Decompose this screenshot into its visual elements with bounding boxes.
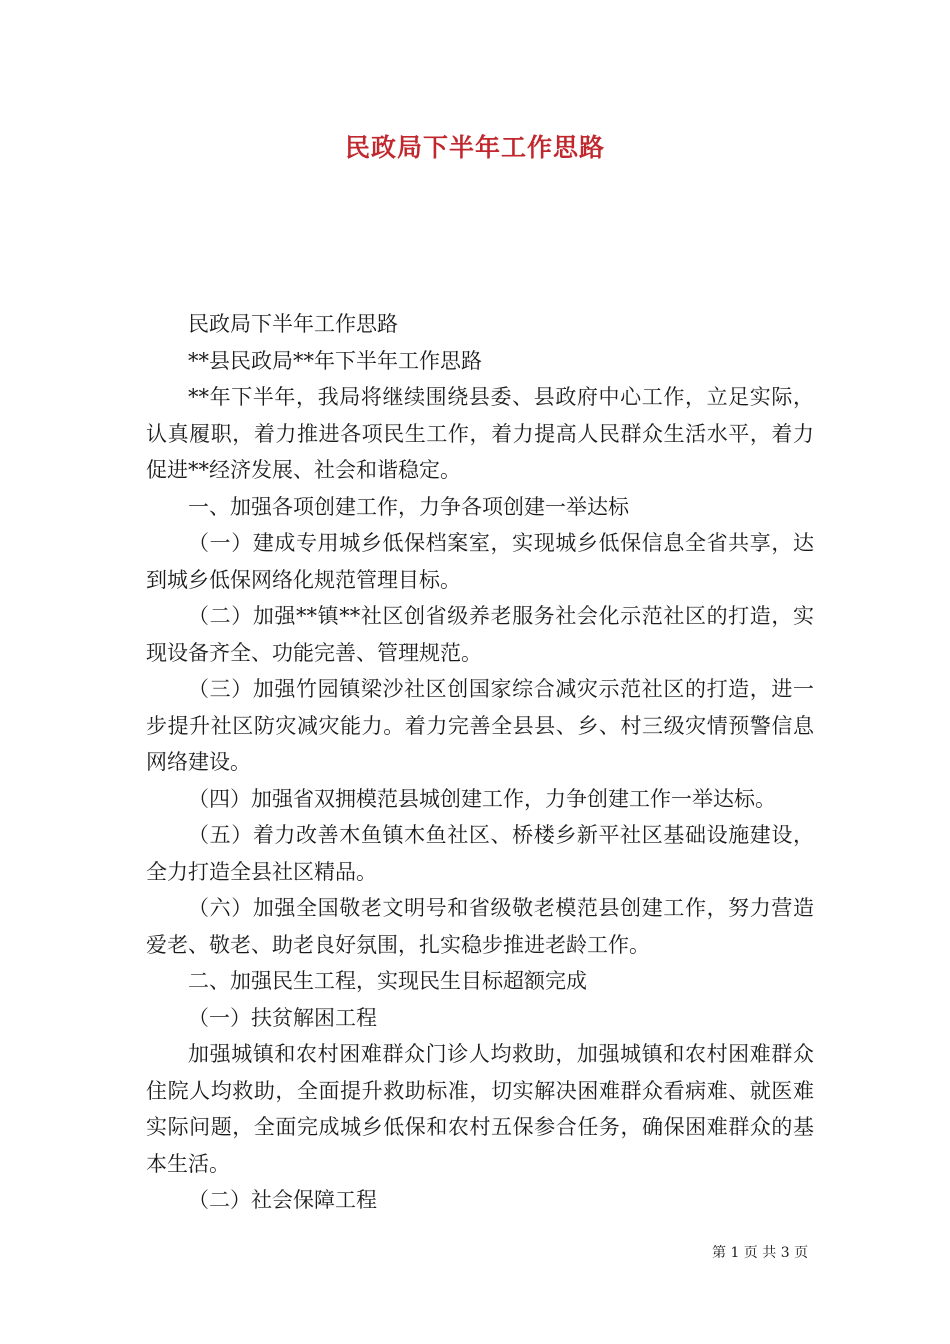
page-number: 第 1 页 共 3 页	[712, 1245, 809, 1261]
paragraph: （五）着力改善木鱼镇木鱼社区、桥楼乡新平社区基础设施建设，全力打造全县社区精品。	[146, 823, 814, 884]
paragraph: **县民政局**年下半年工作思路	[188, 348, 482, 373]
paragraph: （三）加强竹园镇梁沙社区创国家综合减灾示范社区的打造，进一步提升社区防灾减灾能力。着力完善全县县、乡、村三级灾情预警信息网络建设。	[146, 677, 814, 774]
subsection-heading: （二）社会保障工程	[188, 1188, 377, 1212]
paragraph: （四）加强省双拥模范县城创建工作，力争创建工作一举达标。	[188, 786, 776, 811]
section-heading: 二、加强民生工程，实现民生目标超额完成	[188, 969, 587, 993]
paragraph: （二）加强**镇**社区创省级养老服务社会化示范社区的打造，实现设备齐全、功能完善、管理规范。	[146, 604, 814, 665]
paragraph: （六）加强全国敬老文明号和省级敬老模范县创建工作，努力营造爱老、敬老、助老良好氛围，扎实稳步推进老龄工作。	[146, 896, 814, 957]
paragraph: 民政局下半年工作思路	[188, 312, 398, 336]
paragraph: **年下半年，我局将继续围绕县委、县政府中心工作，立足实际，认真履职，着力推进各项民生工作，着力提高人民群众生活水平，着力促进**经济发展、社会和谐稳定。	[146, 385, 814, 482]
subsection-heading: （一）扶贫解困工程	[188, 1005, 377, 1030]
paragraph: 加强城镇和农村困难群众门诊人均救助，加强城镇和农村困难群众住院人均救助，全面提升救助标准，切实解决困难群众看病难、就医难实际问题，全面完成城乡低保和农村五保参合任务，确保困难群众的基本生活。	[146, 1042, 814, 1176]
document-body	[146, 306, 814, 1219]
paragraph: （一）建成专用城乡低保档案室，实现城乡低保信息全省共享，达到城乡低保网络化规范管理目标。	[146, 531, 814, 592]
page-title: 民政局下半年工作思路	[344, 133, 605, 162]
section-heading: 一、加强各项创建工作，力争各项创建一举达标	[188, 494, 629, 519]
